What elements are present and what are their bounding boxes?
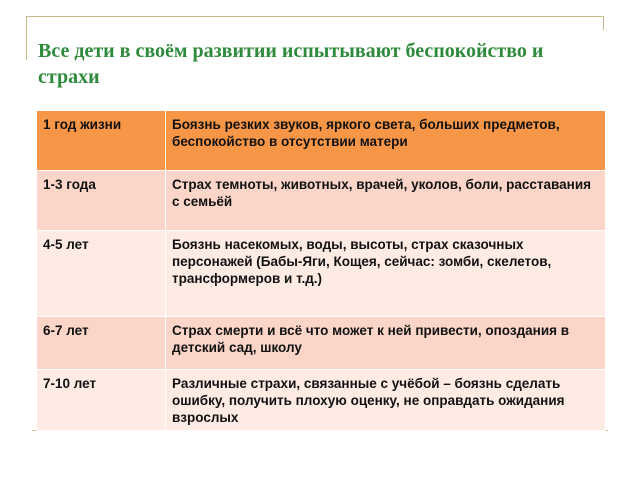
table-row	[37, 317, 606, 370]
age-fears-table	[36, 110, 606, 431]
fears-cell: Различные страхи, связанные с учёбой – боязнь сделать ошибку, получить плохую оценку, не оправдать ожидания взрослых	[166, 370, 606, 431]
fears-cell: Страх смерти и всё что может к ней привести, опоздания в детский сад, школу	[166, 317, 606, 370]
fears-cell: Боязнь насекомых, воды, высоты, страх сказочных персонажей (Бабы-Яги, Кощея, сейчас: зомби, скелетов, трансформеров и т.д.)	[166, 231, 606, 317]
slide-title: Все дети в своём развитии испытывают беспокойство и страхи	[38, 40, 544, 88]
frame-line-right	[603, 16, 604, 30]
table-row	[37, 171, 606, 231]
age-cell: 6-7 лет	[37, 317, 166, 370]
frame-line-left	[26, 16, 27, 60]
age-cell: 1 год жизни	[37, 111, 166, 171]
age-cell: 1-3 года	[37, 171, 166, 231]
table-row	[37, 370, 606, 431]
fears-cell: Боязнь резких звуков, яркого света, больших предметов, беспокойство в отсутствии матери	[166, 111, 606, 171]
age-cell: 4-5 лет	[37, 231, 166, 317]
fears-cell: Страх темноты, животных, врачей, уколов, боли, расставания с семьёй	[166, 171, 606, 231]
frame-line-top	[26, 16, 604, 17]
age-cell: 7-10 лет	[37, 370, 166, 431]
table-row	[37, 111, 606, 171]
table-row	[37, 231, 606, 317]
